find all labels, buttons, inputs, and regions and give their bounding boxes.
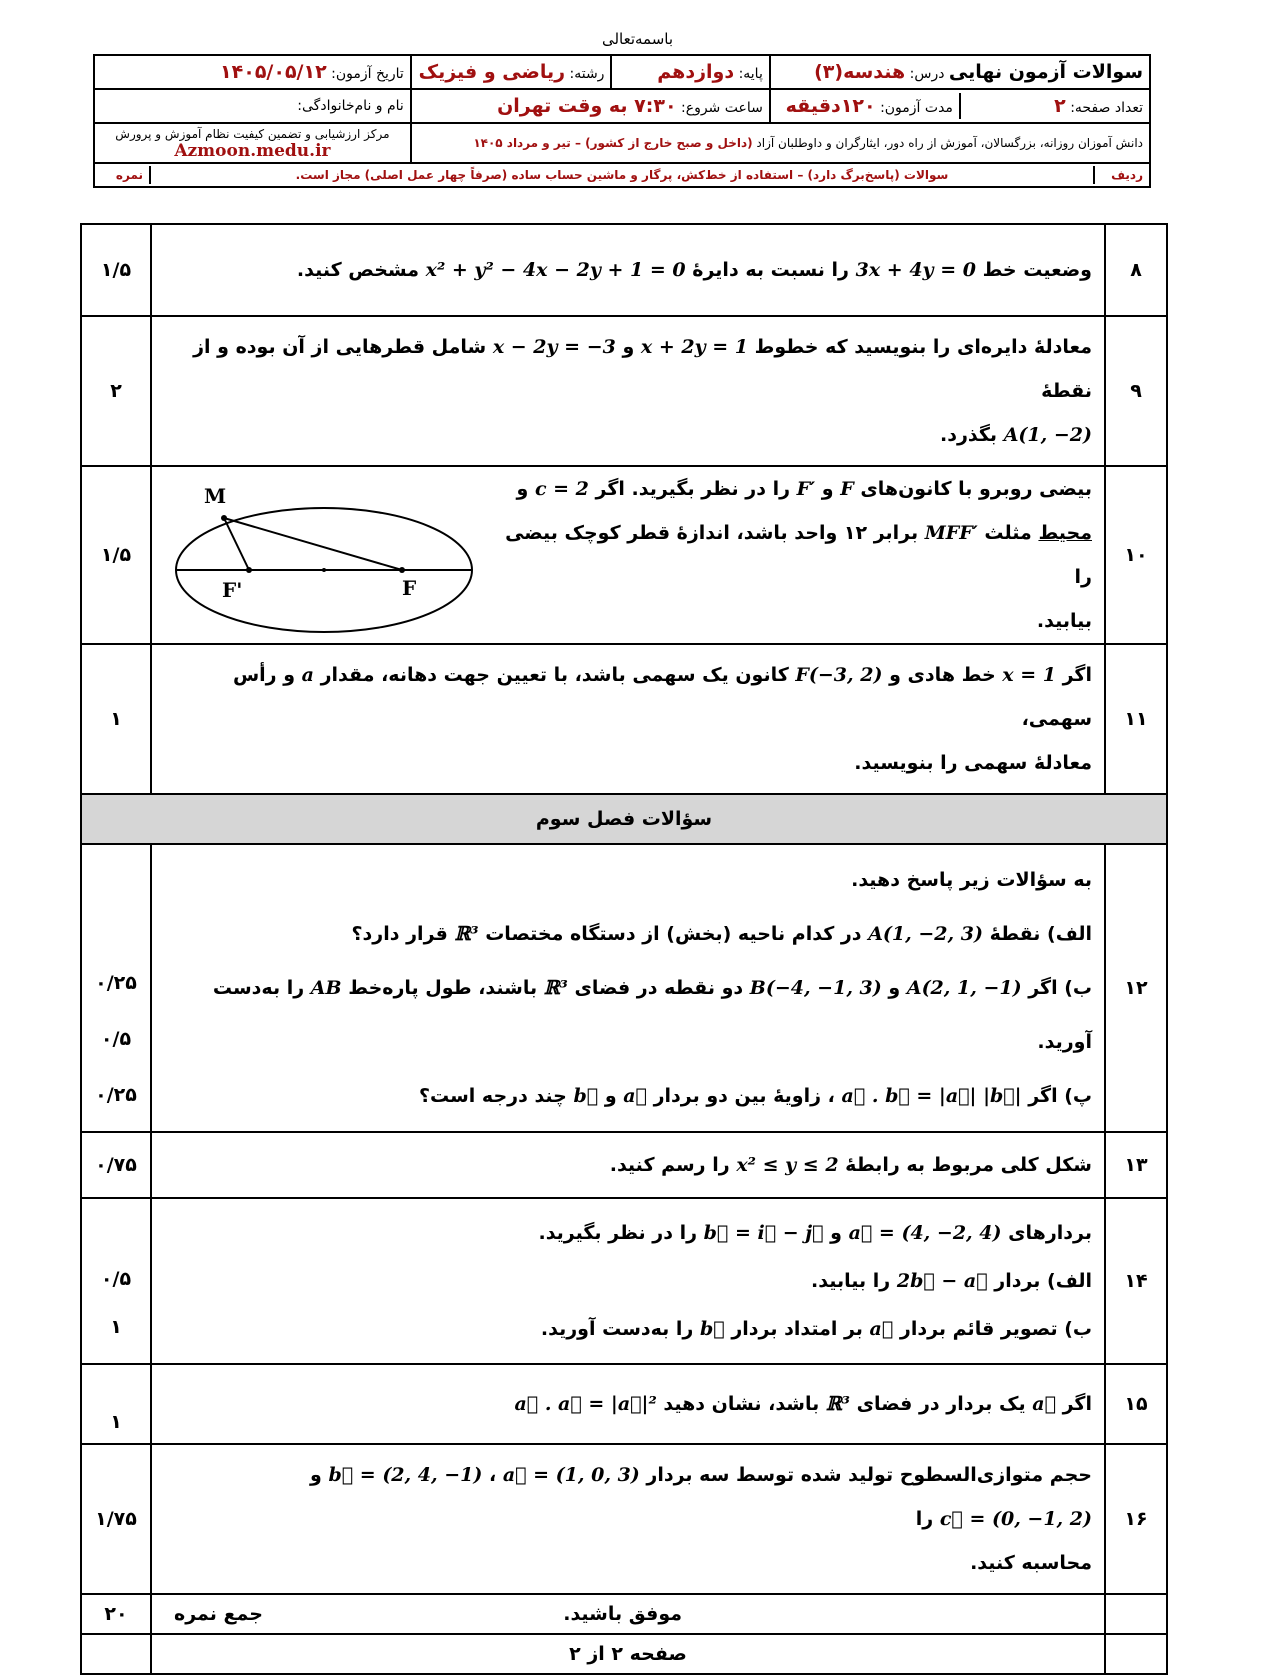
start-label: ساعت شروع: [681, 100, 763, 116]
math-expression: b⃗ [700, 1318, 725, 1340]
grade-cell [611, 55, 769, 89]
math-expression: x − 2y = −3 [492, 336, 616, 358]
question-text [151, 844, 1105, 1132]
col-score-header: نمره [95, 166, 151, 184]
course-label: درس: [909, 66, 945, 82]
math-expression: a⃗ = (4, −2, 4) [848, 1222, 1002, 1244]
center-cell [94, 123, 411, 163]
question-number: ۱۴ [1105, 1198, 1167, 1364]
math-expression: c = 2 [534, 478, 589, 500]
pages-label: تعداد صفحه: [1070, 100, 1143, 116]
question-number: ۱۲ [1105, 844, 1167, 1132]
empty-cell [1105, 1594, 1167, 1634]
empty-cell [1105, 1634, 1167, 1674]
segment-mfp [224, 518, 249, 570]
question-row-13 [81, 1132, 1167, 1198]
section-title: سؤالات فصل سوم [81, 794, 1167, 844]
question-row-8 [81, 224, 1167, 316]
math-expression: a⃗ . b⃗ = |a⃗| |b⃗| [841, 1085, 1022, 1107]
question-intro: به سؤالات زیر پاسخ دهید. [851, 869, 1092, 891]
point-m [221, 515, 227, 521]
question-score: ۱/۵ [81, 224, 151, 316]
label-fp: F' [222, 578, 243, 602]
header-top-title: باسمه‌تعالی [601, 30, 674, 48]
math-expression: A(2, 1, −1) [906, 977, 1022, 999]
name-label: نام و نام‌خانوادگی: [297, 98, 404, 114]
ellipse-figure [164, 475, 484, 635]
math-expression: ℝ³ [825, 1393, 851, 1415]
questions-table [80, 223, 1168, 1675]
center-text: مرکز ارزشیابی و تضمین کیفیت نظام آموزش و پرورش [115, 127, 390, 141]
exam-course-cell [770, 55, 1150, 89]
score-part-b: ۰/۵ [100, 1028, 132, 1050]
question-score: ۱/۵ [81, 466, 151, 644]
math-expression: a⃗ [869, 1318, 894, 1340]
math-expression: b⃗ [573, 1085, 599, 1107]
students-cell [411, 123, 1150, 163]
question-row-9 [81, 316, 1167, 466]
duration-label: مدت آزمون: [880, 100, 953, 116]
column-headers [94, 163, 1150, 187]
math-expression: 2b⃗ − a⃗ [896, 1270, 988, 1292]
label-f: F [402, 576, 417, 600]
math-expression: x² + y² − 4x − 2y + 1 = 0 [425, 259, 686, 281]
session-text: (داخل و صبح خارج از کشور) – تیر و مرداد ۱۴۰۵ [473, 136, 753, 150]
question-row-10 [81, 466, 1167, 644]
math-expression: F [840, 478, 854, 500]
total-cell [151, 1594, 1105, 1634]
math-expression: MFF′ [924, 522, 978, 544]
pages-cell [770, 89, 1150, 123]
math-expression: ℝ³ [454, 923, 479, 945]
exam-header [93, 54, 1151, 188]
part-a: الف) بردار 2b⃗ − a⃗ را بیابید. [811, 1270, 1092, 1292]
math-expression: a⃗ [1032, 1393, 1056, 1415]
col-questions-header: سوالات (پاسخ‌برگ دارد) – استفاده از خط‌کش، پرگار و ماشین حساب ساده (صرفاً چهار عمل اصلی) مجاز است. [295, 168, 949, 182]
question-row-15 [81, 1364, 1167, 1444]
empty-cell [81, 1634, 151, 1674]
name-cell [94, 89, 411, 123]
question-text: بردارهای a⃗ = (4, −2, 4) و b⃗ = i⃗ − j⃗ را در نظر بگیرید. الف) بردار 2b⃗ − a⃗ را بیابید. ب) تصویر قائم بردار a⃗ بر امتداد بردار b⃗ را به‌دست آورید. [151, 1198, 1105, 1364]
question-text: اگر a⃗ یک بردار در فضای ℝ³ باشد، نشان دهید a⃗ . a⃗ = |a⃗|² [151, 1364, 1105, 1444]
math-expression: x² ≤ y ≤ 2 [736, 1154, 839, 1176]
part-b: ب) تصویر قائم بردار a⃗ بر امتداد بردار b⃗ را به‌دست آورید. [540, 1318, 1092, 1340]
start-value: ۷:۳۰ به وقت تهران [497, 95, 677, 117]
course-value: هندسه(۳) [814, 61, 906, 83]
math-expression: c⃗ = (0, −1, 2) [939, 1508, 1092, 1530]
math-expression: a⃗ = (1, 0, 3) [502, 1464, 640, 1486]
date-label: تاریخ آزمون: [331, 66, 404, 82]
question-number: ۸ [1105, 224, 1167, 316]
question-score: ۱ [81, 644, 151, 794]
field-label: رشته: [569, 66, 605, 82]
question-text: اگر x = 1 خط هادی و F(−3, 2) کانون یک سهمی باشد، با تعیین جهت دهانه، مقدار a و رأس سهمی، معادلهٔ سهمی را بنویسید. [151, 644, 1105, 794]
page-row [81, 1634, 1167, 1674]
section-row [81, 794, 1167, 844]
score-part-a: ۰/۲۵ [95, 972, 137, 994]
total-score: ۲۰ [81, 1594, 151, 1634]
math-expression: AB [310, 977, 342, 999]
math-expression: A(1, −2) [1003, 424, 1092, 446]
question-score: ۱/۷۵ [81, 1444, 151, 1594]
question-score [81, 844, 151, 1132]
part-c: پ) اگر a⃗ . b⃗ = |a⃗| |b⃗| ، زاویهٔ بین دو بردار a⃗ و b⃗ چند درجه است؟ [418, 1085, 1092, 1107]
question-number: ۱۳ [1105, 1132, 1167, 1198]
question-number: ۱۶ [1105, 1444, 1167, 1594]
center-point [322, 568, 326, 572]
math-expression: 3x + 4y = 0 [855, 259, 976, 281]
math-expression: x + 2y = 1 [640, 336, 749, 358]
part-b: ب) اگر A(2, 1, −1) و B(−4, −1, 3) دو نقطه در فضای ℝ³ باشند، طول پاره‌خط AB را به‌دست آورید. [212, 977, 1092, 1053]
score-part-c: ۰/۲۵ [95, 1084, 137, 1106]
math-expression: a⃗ [623, 1085, 647, 1107]
grade-value: دوازدهم [657, 61, 735, 83]
math-expression: A(1, −2, 3) [868, 923, 983, 945]
total-row [81, 1594, 1167, 1634]
point-fp [246, 567, 252, 573]
question-row-16 [81, 1444, 1167, 1594]
pages-value: ۲ [1054, 95, 1066, 117]
question-score: ۲ [81, 316, 151, 466]
math-expression: b⃗ = i⃗ − j⃗ [703, 1222, 824, 1244]
field-cell [411, 55, 612, 89]
date-value: ۱۴۰۵/۰۵/۱۲ [220, 61, 327, 83]
duration-value: ۱۲۰دقیقه [785, 95, 876, 117]
math-expression: a⃗ . a⃗ = |a⃗|² [514, 1393, 657, 1415]
math-expression: x = 1 [1002, 664, 1056, 686]
part-a: الف) نقطهٔ A(1, −2, 3) در کدام ناحیه (بخش) از دستگاه مختصات ℝ³ قرار دارد؟ [351, 923, 1092, 945]
perimeter-underlined: محیط [1038, 522, 1092, 544]
score-part-b: ۱ [110, 1316, 122, 1338]
question-score: ۱ [81, 1364, 151, 1444]
question-text: وضعیت خط 3x + 4y = 0 را نسبت به دایرهٔ x² + y² − 4x − 2y + 1 = 0 مشخص کنید. [151, 224, 1105, 316]
question-number: ۹ [1105, 316, 1167, 466]
start-cell [411, 89, 770, 123]
label-m: M [204, 484, 227, 508]
page-number: صفحه ۲ از ۲ [151, 1634, 1105, 1674]
col-row-header: ردیف [1093, 166, 1149, 184]
website-link[interactable]: Azmoon.medu.ir [174, 141, 331, 161]
total-label: جمع نمره [174, 1603, 263, 1625]
students-text: دانش آموزان روزانه، بزرگسالان، آموزش از راه دور، ایثارگران و داوطلبان آزاد [756, 136, 1143, 150]
question-number: ۱۵ [1105, 1364, 1167, 1444]
question-number: ۱۰ [1105, 466, 1167, 644]
question-text: شکل کلی مربوط به رابطهٔ x² ≤ y ≤ 2 را رسم کنید. [151, 1132, 1105, 1198]
math-expression: b⃗ = (2, 4, −1) [328, 1464, 483, 1486]
question-score [81, 1198, 151, 1364]
question-text: بیضی روبرو با کانون‌های F و F′ را در نظر بگیرید. اگر c = 2 و محیط مثلث MFF′ برابر ۱۲ واحد باشد، اندازهٔ قطر کوچک بیضی را بیابید. M F' F [151, 466, 1105, 644]
score-part-a: ۰/۵ [100, 1268, 132, 1290]
good-luck-text: موفق باشید. [563, 1603, 682, 1625]
question-row-11 [81, 644, 1167, 794]
exam-label: سوالات آزمون نهایی [948, 61, 1143, 83]
math-expression: F′ [796, 478, 816, 500]
point-f [399, 567, 405, 573]
segment-mf [224, 518, 402, 570]
date-cell [94, 55, 411, 89]
math-expression: F(−3, 2) [795, 664, 883, 686]
question-row-14 [81, 1198, 1167, 1364]
math-expression: ℝ³ [543, 977, 568, 999]
field-value: ریاضی و فیزیک [418, 61, 566, 83]
math-expression: B(−4, −1, 3) [749, 977, 882, 999]
question-text: معادلهٔ دایره‌ای را بنویسید که خطوط x + 2y = 1 و x − 2y = −3 شامل قطرهایی از آن بوده و از نقطهٔ A(1, −2) بگذرد. [151, 316, 1105, 466]
question-text: حجم متوازی‌السطوح تولید شده توسط سه بردار a⃗ = (1, 0, 3) ، b⃗ = (2, 4, −1) و c⃗ = (0, −1, 2) را محاسبه کنید. [151, 1444, 1105, 1594]
question-number: ۱۱ [1105, 644, 1167, 794]
math-expression: a [301, 664, 314, 686]
grade-label: پایه: [738, 66, 763, 82]
question-score: ۰/۷۵ [81, 1132, 151, 1198]
question-row-12 [81, 844, 1167, 1132]
